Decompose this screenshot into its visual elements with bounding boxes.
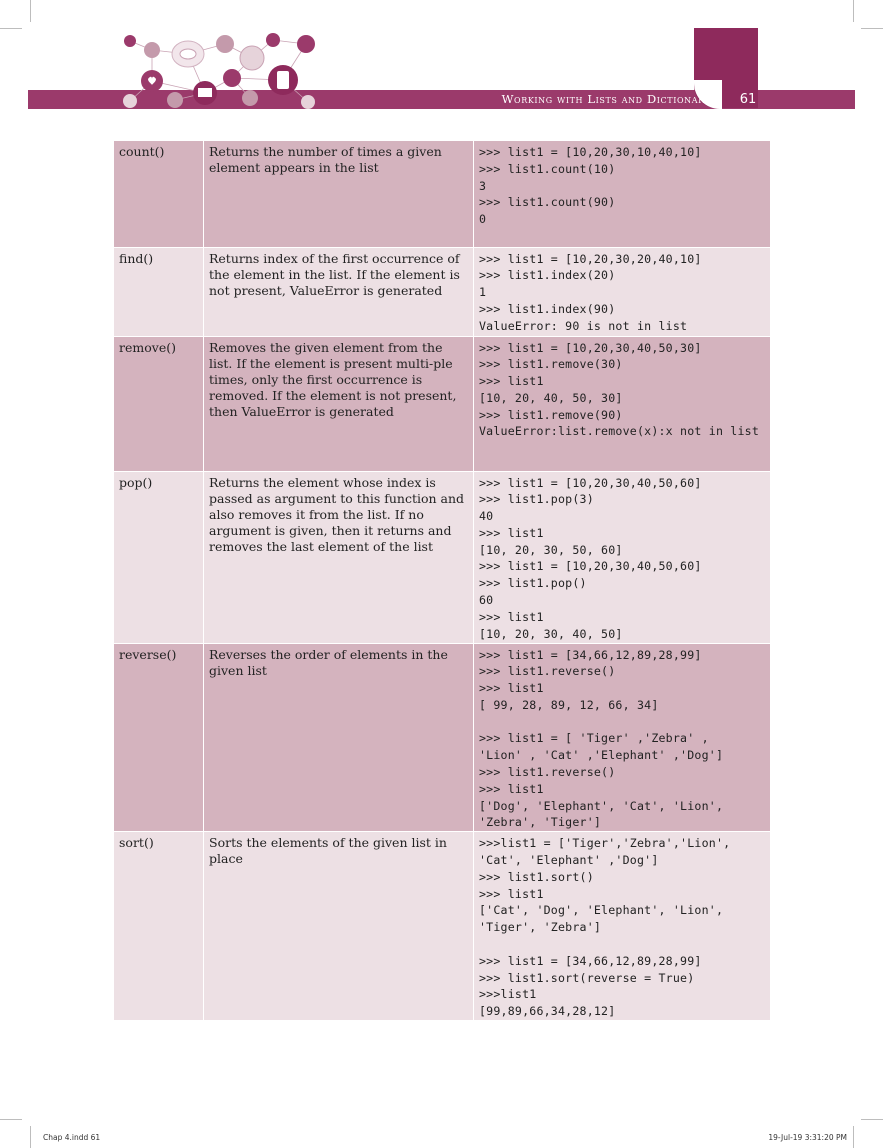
- footer-timestamp: 19-Jul-19 3:31:20 PM: [768, 1133, 847, 1142]
- method-example: >>> list1 = [10,20,30,20,40,10] >>> list1.index(20) 1 >>> list1.index(90) ValueError: 90 is not in list: [474, 247, 771, 336]
- method-name: pop(): [114, 471, 204, 643]
- network-illustration-icon: [110, 26, 330, 110]
- chapter-title: Working with Lists and Dictionaries: [501, 92, 721, 106]
- table-row: [114, 832, 770, 1021]
- crop-mark: [853, 0, 854, 22]
- crop-mark: [0, 28, 22, 29]
- table-row: [114, 471, 770, 643]
- table-row: [114, 247, 770, 336]
- crop-mark: [30, 0, 31, 22]
- method-name: sort(): [114, 832, 204, 1021]
- method-description: Removes the given element from the list. If the element is present multi-ple times, only the first occurrence is removed. If the element is not present, then ValueError is generated: [204, 336, 474, 471]
- table-row: [114, 336, 770, 471]
- method-name: remove(): [114, 336, 204, 471]
- method-name: reverse(): [114, 643, 204, 832]
- method-name: find(): [114, 247, 204, 336]
- method-example: >>> list1 = [34,66,12,89,28,99] >>> list1.reverse() >>> list1 [ 99, 28, 89, 12, 66, 34] >>> list1 = [ 'Tiger' ,'Zebra' , 'Lion' , 'Cat' ,'Elephant' ,'Dog'] >>> list1.reverse() >>> list1 ['Dog', 'Elephant', 'Cat', 'Lion', 'Zebra', 'Tiger']: [474, 643, 771, 832]
- crop-mark: [0, 1119, 22, 1120]
- method-example: >>> list1 = [10,20,30,40,50,30] >>> list1.remove(30) >>> list1 [10, 20, 40, 50, 30] >>> list1.remove(90) ValueError:list.remove(x):x not in list: [474, 336, 771, 471]
- table-row: [114, 643, 770, 832]
- method-example: >>>list1 = ['Tiger','Zebra','Lion', 'Cat', 'Elephant' ,'Dog'] >>> list1.sort() >>> list1 ['Cat', 'Dog', 'Elephant', 'Lion', 'Tiger', 'Zebra'] >>> list1 = [34,66,12,89,28,99] >>> list1.sort(reverse = True) >>>list1 [99,89,66,34,28,12]: [474, 832, 771, 1021]
- page-number: 61: [739, 92, 757, 107]
- crop-mark: [861, 1119, 883, 1120]
- method-example: >>> list1 = [10,20,30,10,40,10] >>> list1.count(10) 3 >>> list1.count(90) 0: [474, 141, 771, 247]
- method-description: Returns the element whose index is passed as argument to this function and also removes it from the list. If no argument is given, then it returns and removes the last element of the list: [204, 471, 474, 643]
- method-name: count(): [114, 141, 204, 247]
- crop-mark: [853, 1126, 854, 1148]
- footer-file-info: Chap 4.indd 61: [43, 1133, 101, 1142]
- method-description: Returns the number of times a given element appears in the list: [204, 141, 474, 247]
- table-row: [114, 141, 770, 247]
- method-description: Returns index of the first occurrence of the element in the list. If the element is not present, ValueError is generated: [204, 247, 474, 336]
- list-methods-table: [114, 141, 770, 1021]
- method-description: Reverses the order of elements in the given list: [204, 643, 474, 832]
- crop-mark: [30, 1126, 31, 1148]
- method-example: >>> list1 = [10,20,30,40,50,60] >>> list1.pop(3) 40 >>> list1 [10, 20, 30, 50, 60] >>> list1 = [10,20,30,40,50,60] >>> list1.pop() 60 >>> list1 [10, 20, 30, 40, 50]: [474, 471, 771, 643]
- crop-mark: [861, 28, 883, 29]
- method-description: Sorts the elements of the given list in place: [204, 832, 474, 1021]
